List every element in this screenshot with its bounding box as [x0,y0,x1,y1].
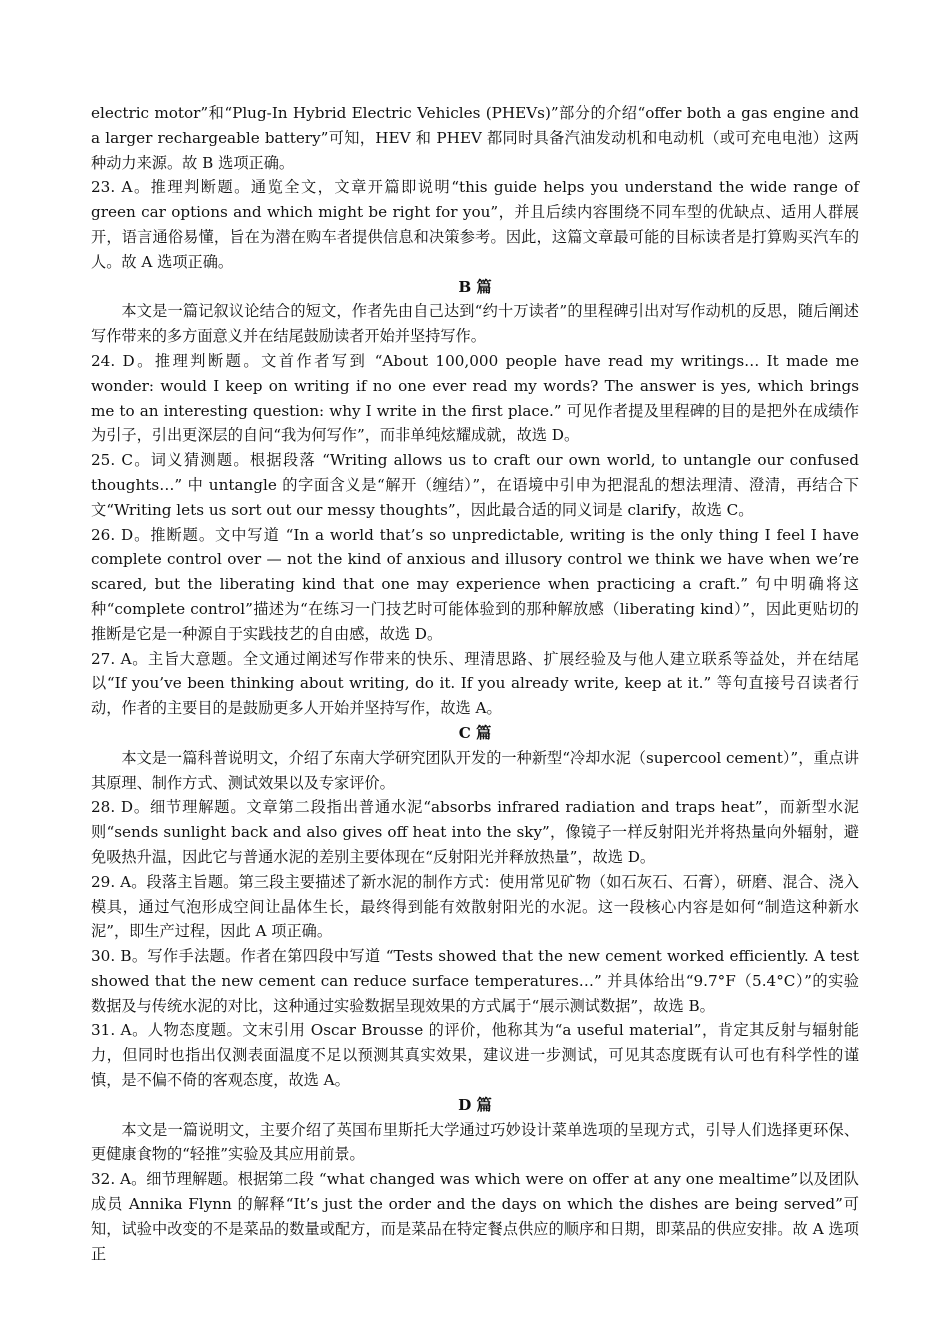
answer-paragraph-23: 23. A。推理判断题。通览全文，文章开篇即说明“this guide helps you understand the wide range of green car options and which might be right for you”，并且后续内容围绕不同车型的优缺点、适用人群展开，语言通俗易懂，旨在为潜在购车者提供信息和决策参考。因此，这篇文章最可能的目标读者是打算购买汽车的人。故 A 选项正确。 [91,178,859,271]
section-heading-c: C 篇 [458,723,492,742]
section-d-summary: 本文是一篇说明文，主要介绍了英国布里斯托大学通过巧妙设计菜单选项的呈现方式，引导人们选择更环保、更健康食物的“轻推”实验及其应用前景。 [91,1120,859,1164]
answer-paragraph-24: 24. D。推理判断题。文首作者写到 “About 100,000 people have read my writings… It made me wonder: would I keep on writing if no one ever read my words? The answer is yes, which brings me to an interesting question: why I write in the first place.” 可见作者提及里程碑的目的是把外在成绩作为引子，引出更深层的自问“我为何写作”，而非单纯炫耀成就，故选 D。 [91,351,859,445]
section-c-summary: 本文是一篇科普说明文，介绍了东南大学研究团队开发的一种新型“冷却水泥（supercool cement）”，重点讲其原理、制作方式、测试效果以及专家评价。 [91,748,859,792]
answer-paragraph-22-continued: electric motor”和“Plug-In Hybrid Electric Vehicles (PHEVs)”部分的介绍“offer both a gas engine and a larger rechargeable battery”可知，HEV 和 PHEV 都同时具备汽油发动机和电动机（或可充电电池）这两种动力来源。故 B 选项正确。 [91,104,859,172]
section-heading-d: D 篇 [458,1095,492,1114]
answer-paragraph-26: 26. D。推断题。文中写道 “In a world that’s so unpredictable, writing is the only thing I feel I have complete control over — not the kind of anxious and illusory control we think we have when we’re scared, but the liberating kind that one may experience when practicing a craft.” 句中明确将这种“complete control”描述为“在练习一门技艺时可能体验到的那种解放感（liberating kind）”，因此更贴切的推断是它是一种源自于实践技艺的自由感，故选 D。 [91,525,859,643]
answer-paragraph-30: 30. B。写作手法题。作者在第四段中写道 “Tests showed that the new cement worked efficiently. A test showed that the new cement can reduce surface temperatures…” 并具体给出“9.7°F（5.4°C）”的实验数据及与传统水泥的对比，这种通过实验数据呈现效果的方式属于“展示测试数据”，故选 B。 [91,947,859,1015]
answer-paragraph-27: 27. A。主旨大意题。全文通过阐述写作带来的快乐、理清思路、扩展经验及与他人建立联系等益处，并在结尾以“If you’ve been thinking about writing, do it. If you already write, keep at it.” 等句直接号召读者行动，作者的主要目的是鼓励更多人开始并坚持写作，故选 A。 [91,649,859,718]
answer-paragraph-25: 25. C。词义猜测题。根据段落 “Writing allows us to craft our own world, to untangle our confused thoughts…” 中 untangle 的字面含义是“解开（缠结）”，在语境中引申为把混乱的想法理清、澄清，再结合下文“Writing lets us sort out our messy thoughts”，因此最合适的同义词是 clarify，故选 C。 [91,451,859,519]
section-heading-b: B 篇 [458,277,492,296]
answer-paragraph-29: 29. A。段落主旨题。第三段主要描述了新水泥的制作方式：使用常见矿物（如石灰石、石膏），研磨、混合、浇入模具，通过气泡形成空间让晶体生长，最终得到能有效散射阳光的水泥。这一段核心内容是如何“制造这种新水泥”，即生产过程，因此 A 项正确。 [91,872,859,941]
answer-paragraph-31: 31. A。人物态度题。文末引用 Oscar Brousse 的评价，他称其为“a useful material”，肯定其反射与辐射能力，但同时也指出仅测表面温度不足以预测其真实效果，建议进一步测试，可见其态度既有认可也有科学性的谨慎，是不偏不倚的客观态度，故选 A。 [91,1021,859,1090]
document-page [91,101,859,1266]
answer-paragraph-28: 28. D。细节理解题。文章第二段指出普通水泥“absorbs infrared radiation and traps heat”，而新型水泥则“sends sunlight back and also gives off heat into the sky”，像镜子一样反射阳光并将热量向外辐射，避免吸热升温，因此它与普通水泥的差别主要体现在“反射阳光并释放热量”，故选 D。 [91,798,859,866]
section-b-summary: 本文是一篇记叙议论结合的短文，作者先由自己达到“约十万读者”的里程碑引出对写作动机的反思，随后阐述写作带来的多方面意义并在结尾鼓励读者开始并坚持写作。 [91,302,859,346]
answer-paragraph-32: 32. A。细节理解题。根据第二段 “what changed was which were on offer at any one mealtime”以及团队成员 Annika Flynn 的解释“It’s just the order and the days on which the dishes are being served”可知，试验中改变的不是菜品的数量或配方，而是菜品在特定餐点供应的顺序和日期，即菜品的供应安排。故 A 选项正 [91,1170,859,1263]
